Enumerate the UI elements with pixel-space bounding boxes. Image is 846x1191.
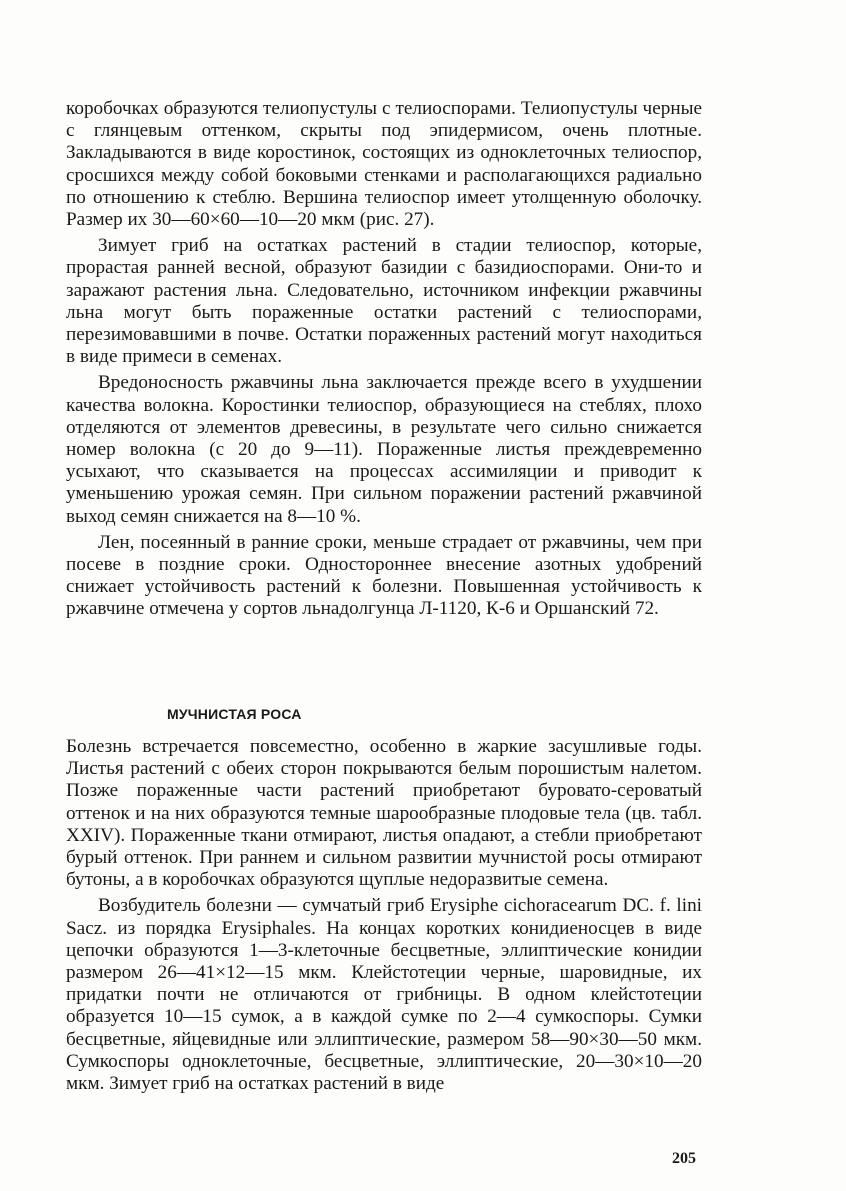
paragraph: Зимует гриб на остатках растений в стадии телиоспор, которые, прорастая ранней весной, образуют базидии с базидиоспорами. Они-то и заражают растения льна. Следовательно, источником инфекции ржавчины льна могут быть пораженные остатки растений с телиоспорами, перезимовавшими в почве. Остатки пораженных растений могут находиться в виде примеси в семенах. [66,235,702,368]
paragraph: коробочках образуются телиопустулы с телиоспорами. Телиопустулы черные с глянцевым оттенком, скрыты под эпидермисом, очень плотные. Закладываются в виде коростинок, состоящих из одноклеточных телиоспор, сросшихся между собой боковыми стенками и располагающихся радиально по отношению к стеблю. Вершина телиоспор имеет утолщенную оболочку. Размер их 30—60×60—10—20 мкм (рис. 27). [66,98,702,231]
paragraph: Лен, посеянный в ранние сроки, меньше страдает от ржавчины, чем при посеве в поздние сроки. Одностороннее внесение азотных удобрений снижает устойчивость растений к болезни. Повышенная устойчивость к ржавчине отмечена у сортов льнадолгунца Л-1120, К-6 и Оршанский 72. [66,531,702,620]
paragraph: Болезнь встречается повсеместно, особенно в жаркие засушливые годы. Листья растений с обеих сторон покрываются белым порошистым налетом. Позже пораженные части растений приобретают буровато-сероватый оттенок и на них образуются темные шарообразные плодовые тела (цв. табл. XXIV). Пораженные ткани отмирают, листья опадают, а стебли приобретают бурый оттенок. При раннем и сильном развитии мучнистой росы отмирают бутоны, а в коробочках образуются щуплые недоразвитые семена. [66,736,702,891]
paragraph: Возбудитель болезни — сумчатый гриб Erysiphe cichoracearum DC. f. lini Sacz. из порядка Erysiphales. На концах коротких конидиеносцев в виде цепочки образуются 1—3-клеточные бесцветные, эллиптические конидии размером 26—41×12—15 мкм. Клейстотеции черные, шаровидные, их придатки почти не отличаются от грибницы. В одном клейстотеции образуется 10—15 сумок, а в каждой сумке по 2—4 сумкоспоры. Сумки бесцветные, яйцевидные или эллиптические, размером 58—90×30—50 мкм. Сумкоспоры одноклеточные, бесцветные, эллиптические, 20—30×10—20 мкм. Зимует гриб на остатках растений в виде [66,895,702,1095]
section-heading: МУЧНИСТАЯ РОСА [167,706,302,722]
paragraph: Вредоносность ржавчины льна заключается прежде всего в ухудшении качества волокна. Коростинки телиоспор, образующиеся на стеблях, плохо отделяются от элементов древесины, в результате чего сильно снижается номер волокна (с 20 до 9—11). Пораженные листья преждевременно усыхают, что сказывается на процессах ассимиляции и приводит к уменьшению урожая семян. При сильном поражении растений ржавчиной выход семян снижается на 8—10 %. [66,372,702,527]
page-number: 205 [672,1150,696,1167]
text-section-powdery-mildew [66,736,702,1095]
text-section-flax-rust [66,98,702,621]
